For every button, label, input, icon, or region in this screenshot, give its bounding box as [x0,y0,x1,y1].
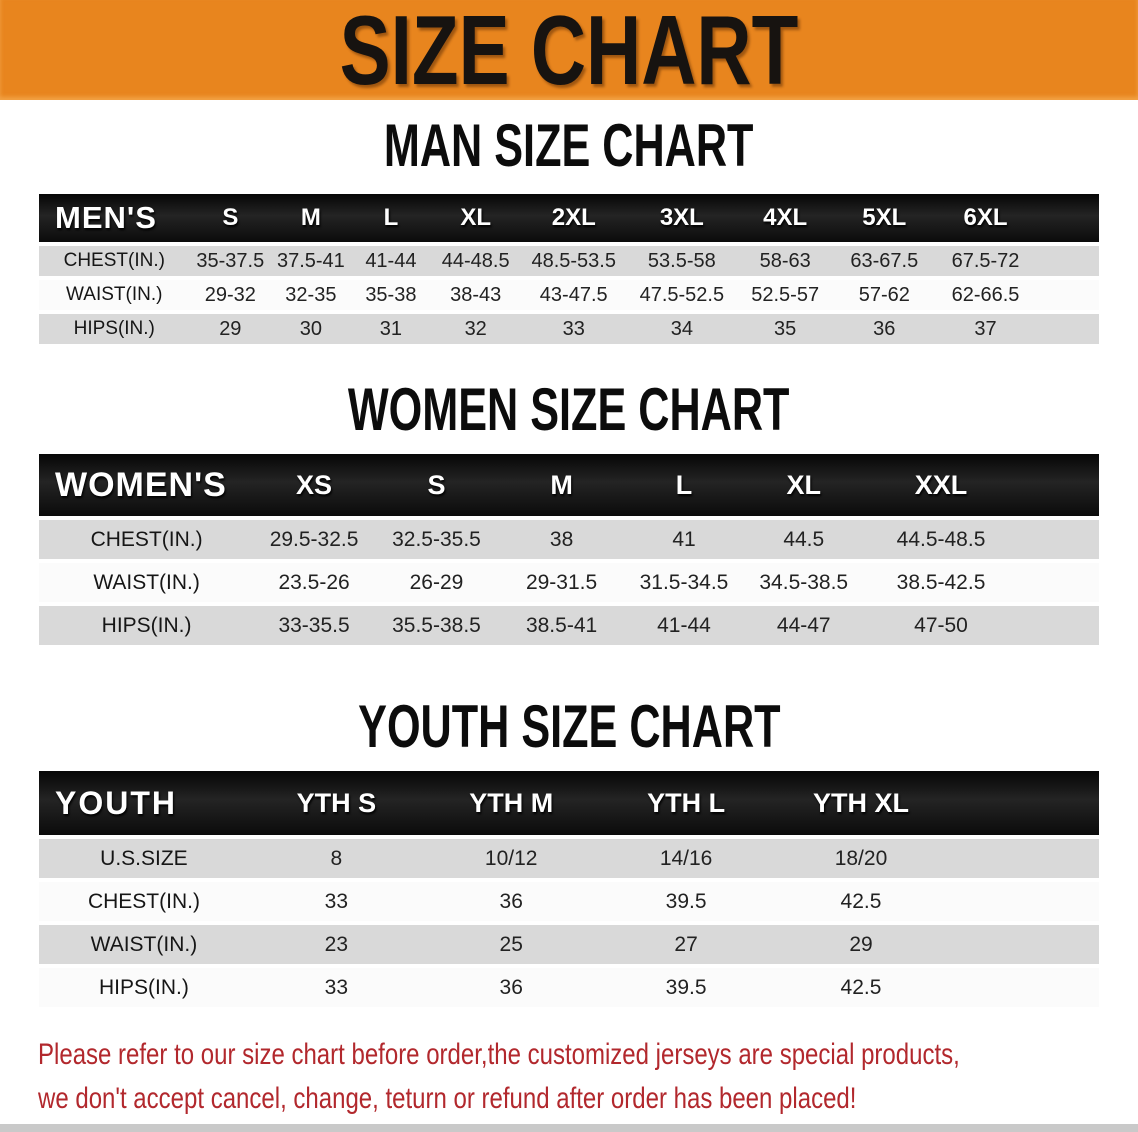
table-corner-label: WOMEN'S [39,454,254,518]
size-value-cell: 23.5-26 [254,561,374,604]
size-value-cell: 33 [249,966,424,1007]
size-value-cell: 29 [774,923,949,966]
size-value-cell: 44.5-48.5 [864,518,1019,561]
size-column-header: YTH S [249,771,424,837]
size-value-cell: 35.5-38.5 [374,604,499,645]
filler-cell [1036,194,1099,244]
men-size-table [39,194,1099,344]
row-label: CHEST(IN.) [39,880,249,923]
size-value-cell: 31 [351,312,432,344]
size-value-cell: 35-38 [351,278,432,312]
row-label: HIPS(IN.) [39,312,190,344]
row-label: U.S.SIZE [39,837,249,880]
filler-cell [1018,604,1099,645]
filler-cell [948,771,1099,837]
size-value-cell: 26-29 [374,561,499,604]
measurement-row [39,518,1099,561]
size-column-header: 5XL [834,194,935,244]
size-value-cell: 41-44 [624,604,744,645]
size-column-header: YTH L [599,771,774,837]
measurement-row [39,923,1099,966]
size-column-header: YTH M [424,771,599,837]
size-value-cell: 38 [499,518,624,561]
size-column-header: XL [431,194,520,244]
size-value-cell: 29.5-32.5 [254,518,374,561]
size-value-cell: 31.5-34.5 [624,561,744,604]
filler-cell [1036,312,1099,344]
filler-cell [948,880,1099,923]
size-column-header: XS [254,454,374,518]
size-value-cell: 42.5 [774,880,949,923]
size-value-cell: 47.5-52.5 [627,278,736,312]
women-section-heading [0,376,1138,443]
size-value-cell: 30 [271,312,351,344]
size-value-cell: 43-47.5 [520,278,627,312]
size-value-cell: 67.5-72 [935,244,1037,278]
filler-cell [1036,278,1099,312]
women-heading-text: WOMEN SIZE CHART [348,376,790,443]
size-column-header: M [271,194,351,244]
size-value-cell: 32.5-35.5 [374,518,499,561]
size-value-cell: 34.5-38.5 [744,561,864,604]
size-value-cell: 25 [424,923,599,966]
size-value-cell: 39.5 [599,966,774,1007]
youth-size-table [39,771,1099,1007]
filler-cell [948,837,1099,880]
disclaimer-line-1: Please refer to our size chart before order,the customized jerseys are special products, [38,1038,960,1071]
size-value-cell: 27 [599,923,774,966]
size-column-header: XL [744,454,864,518]
size-value-cell: 32-35 [271,278,351,312]
size-column-header: XXL [864,454,1019,518]
size-chart-banner [0,0,1138,105]
measurement-row [39,244,1099,278]
bottom-edge-strip [0,1124,1138,1132]
size-column-header: L [624,454,744,518]
size-value-cell: 33-35.5 [254,604,374,645]
row-label: HIPS(IN.) [39,604,254,645]
youth-section-heading [0,693,1138,760]
size-value-cell: 39.5 [599,880,774,923]
size-value-cell: 63-67.5 [834,244,935,278]
man-section-heading [0,112,1138,179]
filler-cell [1018,561,1099,604]
size-value-cell: 29-32 [190,278,272,312]
size-column-header: M [499,454,624,518]
measurement-row [39,880,1099,923]
size-value-cell: 53.5-58 [627,244,736,278]
size-value-cell: 37 [935,312,1037,344]
filler-cell [1018,454,1099,518]
row-label: HIPS(IN.) [39,966,249,1007]
size-value-cell: 29-31.5 [499,561,624,604]
size-value-cell: 52.5-57 [736,278,834,312]
size-column-header: S [190,194,272,244]
row-label: WAIST(IN.) [39,561,254,604]
filler-cell [1018,518,1099,561]
size-value-cell: 35 [736,312,834,344]
size-value-cell: 32 [431,312,520,344]
row-label: CHEST(IN.) [39,518,254,561]
measurement-row [39,561,1099,604]
size-column-header: L [351,194,432,244]
order-disclaimer [38,1033,1138,1121]
size-value-cell: 57-62 [834,278,935,312]
size-value-cell: 38-43 [431,278,520,312]
row-label: WAIST(IN.) [39,278,190,312]
size-value-cell: 42.5 [774,966,949,1007]
table-header-row [39,771,1099,837]
row-label: WAIST(IN.) [39,923,249,966]
size-column-header: 2XL [520,194,627,244]
measurement-row [39,312,1099,344]
table-header-row [39,454,1099,518]
size-value-cell: 58-63 [736,244,834,278]
measurement-row [39,837,1099,880]
size-value-cell: 23 [249,923,424,966]
size-value-cell: 36 [834,312,935,344]
size-value-cell: 41 [624,518,744,561]
size-value-cell: 29 [190,312,272,344]
table-corner-label: MEN'S [39,194,190,244]
size-value-cell: 14/16 [599,837,774,880]
size-value-cell: 8 [249,837,424,880]
size-value-cell: 41-44 [351,244,432,278]
size-value-cell: 10/12 [424,837,599,880]
size-value-cell: 44-47 [744,604,864,645]
filler-cell [948,923,1099,966]
measurement-row [39,604,1099,645]
size-value-cell: 36 [424,880,599,923]
size-value-cell: 48.5-53.5 [520,244,627,278]
table-corner-label: YOUTH [39,771,249,837]
size-column-header: 3XL [627,194,736,244]
size-column-header: 6XL [935,194,1037,244]
filler-cell [1036,244,1099,278]
size-value-cell: 62-66.5 [935,278,1037,312]
disclaimer-line-2: we don't accept cancel, change, teturn or refund after order has been placed! [38,1082,857,1115]
size-value-cell: 33 [249,880,424,923]
size-value-cell: 47-50 [864,604,1019,645]
size-column-header: YTH XL [774,771,949,837]
filler-cell [948,966,1099,1007]
size-value-cell: 38.5-41 [499,604,624,645]
size-value-cell: 35-37.5 [190,244,272,278]
row-label: CHEST(IN.) [39,244,190,278]
women-size-table [39,454,1099,645]
table-header-row [39,194,1099,244]
size-value-cell: 34 [627,312,736,344]
size-value-cell: 37.5-41 [271,244,351,278]
size-value-cell: 18/20 [774,837,949,880]
size-column-header: S [374,454,499,518]
size-column-header: 4XL [736,194,834,244]
man-heading-text: MAN SIZE CHART [384,112,754,179]
size-value-cell: 44.5 [744,518,864,561]
youth-heading-text: YOUTH SIZE CHART [357,693,781,760]
measurement-row [39,278,1099,312]
size-value-cell: 36 [424,966,599,1007]
size-value-cell: 44-48.5 [431,244,520,278]
banner-title: SIZE CHART [339,0,799,105]
size-value-cell: 38.5-42.5 [864,561,1019,604]
measurement-row [39,966,1099,1007]
size-value-cell: 33 [520,312,627,344]
